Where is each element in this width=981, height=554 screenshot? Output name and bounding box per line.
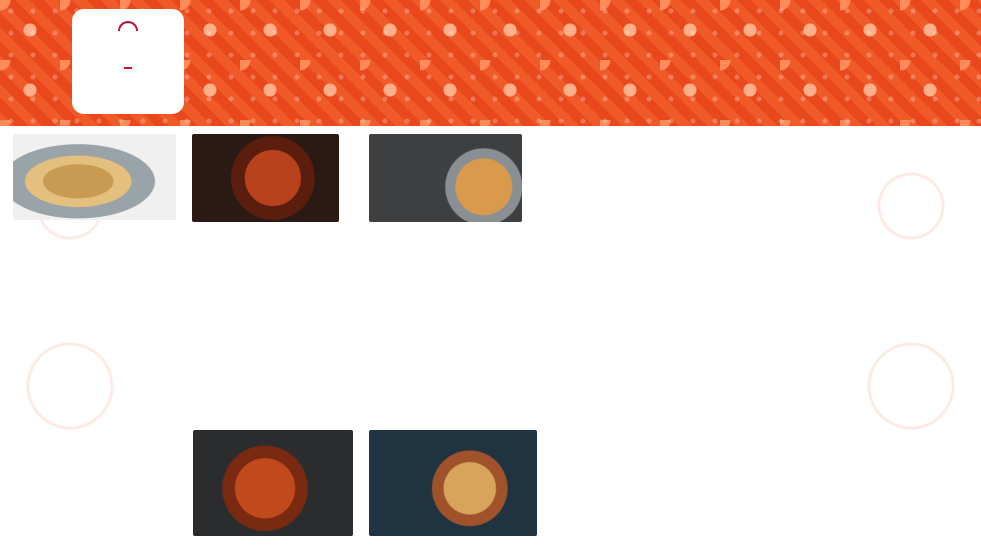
veggie-thali-photo bbox=[369, 430, 537, 536]
cloche-icon bbox=[118, 21, 138, 31]
restaurant-logo bbox=[72, 9, 184, 114]
chicken-tandoori-photo bbox=[192, 134, 339, 222]
chana-bhatura-photo bbox=[369, 134, 522, 222]
chana-samosa-photo bbox=[13, 134, 176, 220]
menu-title bbox=[358, 6, 718, 121]
right-ornament bbox=[841, 126, 981, 554]
chicken-tikka-photo bbox=[193, 430, 353, 536]
logo-line-3 bbox=[124, 67, 132, 69]
